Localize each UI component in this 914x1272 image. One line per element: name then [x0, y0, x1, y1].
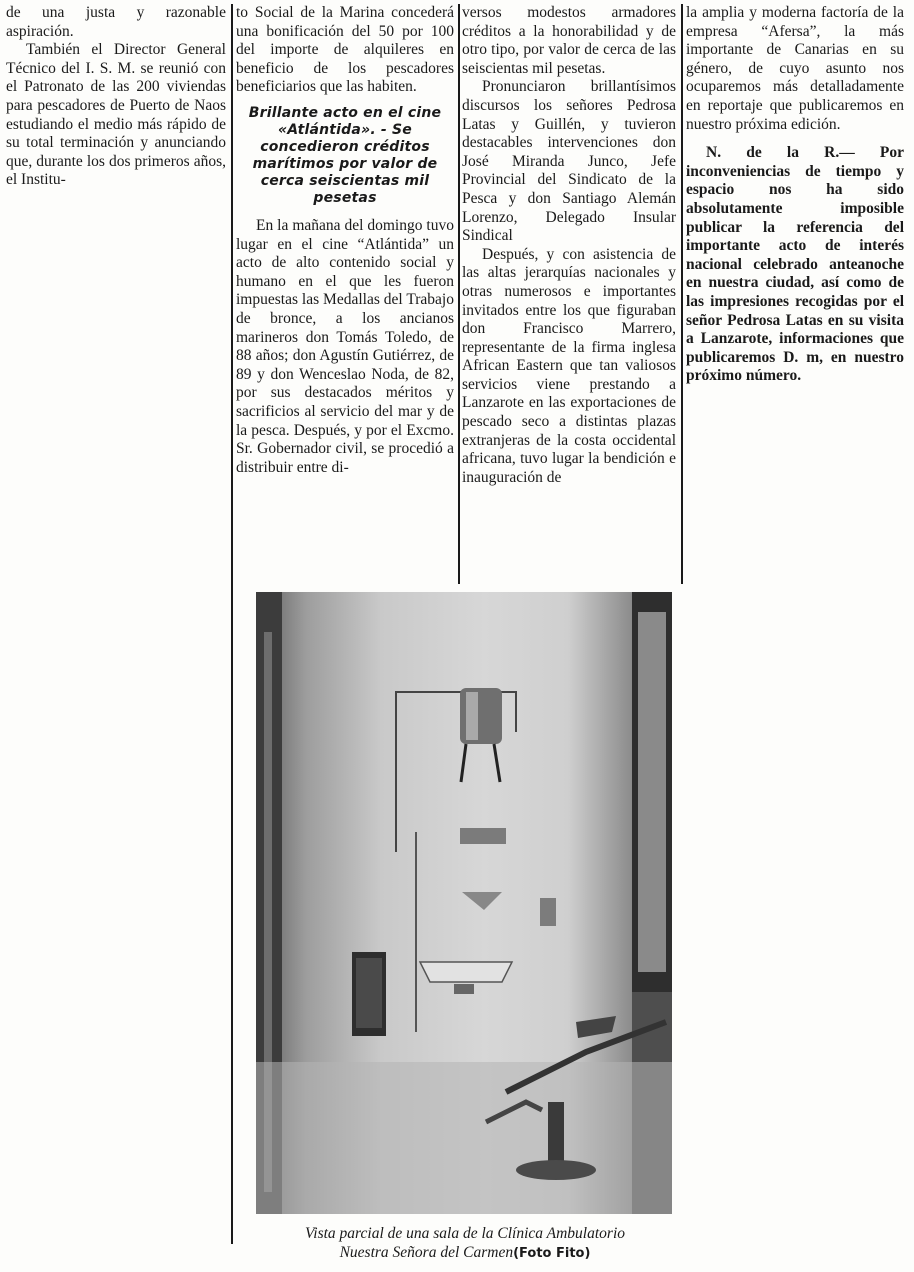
photo-credit: (Foto Fito)	[513, 1246, 591, 1261]
caption-line	[240, 1243, 690, 1263]
column-rule	[458, 4, 460, 584]
caption-line: Vista parcial de una sala de la Clínica Ambulatorio	[304, 1225, 626, 1242]
caption-text: Nuestra Señora del Carmen	[339, 1244, 514, 1261]
paragraph: Después, y con asistencia de las altas jerarquías nacionales y otras numerosos e importantes invitados entre los que figuraban don Francisco Marrero, representante de la firma inglesa African Eastern que tan valiosos servicios viene prestando a Lanzarote en las exportaciones de pescado seco a distintas plazas extranjeras de la costa occidental africana, tuvo lugar la bendición e inauguración de	[462, 245, 676, 486]
paragraph: También el Director General Técnico del I. S. M. se reunió con el Patronato de las 200 viviendas para pescadores de Puerto de Naos estudiando el medio más rápido de su total terminación y anunciando que, durante los dos primeros años, el Institu-	[6, 41, 226, 189]
column-2	[236, 4, 454, 584]
column-1	[6, 4, 226, 244]
paragraph: to Social de la Marina concederá una bonificación del 50 por 100 del importe de alquileres en beneficio de los pescadores beneficiarios que las habiten.	[236, 4, 454, 96]
column-4	[686, 4, 904, 464]
paragraph: Pronunciaron brillantísimos discursos los señores Pedrosa Latas y Guillén, y tuvieron destacables intervenciones don José Miranda Junco, Jefe Provincial del Sindicato de la Pesca y don Santiago Alemán Lorenzo, Delegado Insular Sindical	[462, 78, 676, 245]
column-rule	[231, 4, 233, 1244]
paragraph: la amplia y moderna factoría de la empresa “Afersa”, la más importante de Canarias en su género, de cuyo asunto nos ocuparemos más detalladamente en reportaje que publicaremos en nuestro próxima edición.	[686, 4, 904, 133]
column-rule	[681, 4, 683, 584]
clinic-photo	[256, 592, 672, 1214]
column-3	[462, 4, 676, 584]
editor-note: N. de la R.— Por inconveniencias de tiempo y espacio nos ha sido absolutamente imposible publicar la referencia del importante acto de interés nacional celebrado anteanoche en nuestra ciudad, así como de las impresiones recogidas por el señor Pedrosa Latas en su visita a Lanzarote, informaciones que publicaremos D. m, en nuestro próximo número.	[686, 144, 904, 385]
paragraph: En la mañana del domingo tuvo lugar en el cine “Atlántida” un acto de alto contenido social y humano en el que les fueron impuestas las Medallas del Trabajo de bronce, a los ancianos marineros don Tomás Toledo, de 88 años; don Agustín Gutiérrez, de 89 y don Wenceslao Noda, de 82, por sus destacados méritos y sacrificios al servicio del mar y de la pesca. Después, y por el Excmo. Sr. Gobernador civil, se procedió a distribuir entre di-	[236, 216, 454, 476]
photo-caption	[240, 1224, 690, 1263]
paragraph: versos modestos armadores créditos a la honorabilidad y de otro tipo, por valor de cerca de las seiscientas mil pesetas.	[462, 4, 676, 77]
article-headline: Brillante acto en el cine «Atlántida». - Se concedieron créditos marítimos por valor de cerca seiscientas mil pesetas	[248, 104, 442, 206]
paragraph: de una justa y razonable aspiración.	[6, 4, 226, 40]
